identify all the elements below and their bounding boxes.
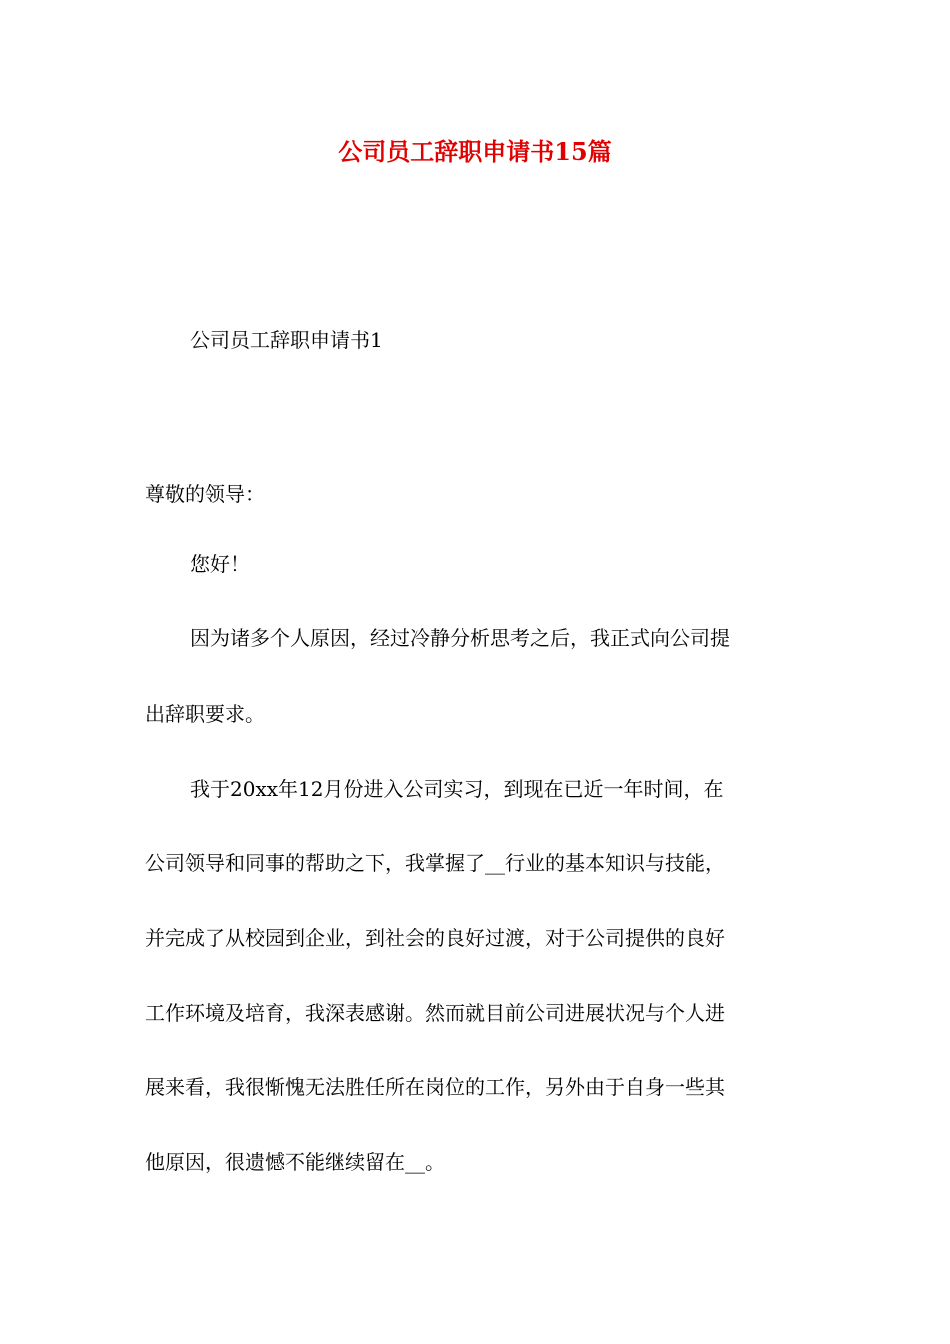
paragraph-line: 展来看，我很惭愧无法胜任所在岗位的工作，另外由于自身一些其 — [145, 1075, 725, 1099]
paragraph-line: 工作环境及培育，我深表感谢。然而就目前公司进展状况与个人进 — [145, 1001, 725, 1025]
salutation: 尊敬的领导： — [145, 482, 265, 506]
paragraph-line: 我于20xx年12月份进入公司实习，到现在已近一年时间，在 — [190, 777, 724, 801]
paragraph-line: 他原因，很遗憾不能继续留在__。 — [145, 1150, 445, 1174]
document-title: 公司员工辞职申请书15篇 — [338, 137, 612, 166]
section-heading: 公司员工辞职申请书1 — [190, 328, 383, 352]
paragraph-line: 出辞职要求。 — [145, 702, 265, 726]
paragraph-line: 并完成了从校园到企业，到社会的良好过渡，对于公司提供的良好 — [145, 926, 725, 950]
paragraph-line: 公司领导和同事的帮助之下，我掌握了__行业的基本知识与技能， — [145, 851, 725, 875]
greeting: 您好！ — [190, 552, 250, 576]
paragraph-line: 因为诸多个人原因，经过冷静分析思考之后，我正式向公司提 — [190, 626, 730, 650]
